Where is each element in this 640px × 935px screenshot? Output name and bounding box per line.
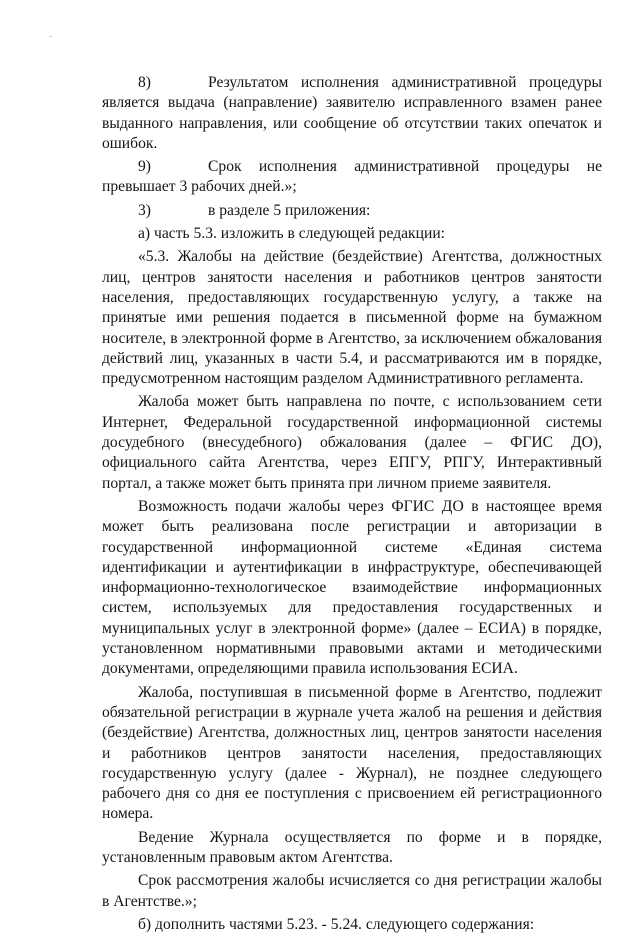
item-3-text: в разделе 5 приложения: (208, 201, 371, 219)
item-9 (102, 157, 602, 198)
item-8-text: Результатом исполнения административной процедуры является выдача (направление) заявителю исправленного взамен ранее выданного направления, или сообщение об отсутствии таких опечаток и ошибок. (102, 74, 602, 152)
item-8-number: 8) (138, 74, 151, 91)
item-9-number: 9) (138, 158, 151, 176)
item-8 (102, 73, 602, 154)
subitem-a: а) часть 5.3. изложить в следующей редакции: (138, 225, 445, 243)
document-body (102, 73, 602, 935)
item-9-text: Срок исполнения административной процедуры не превышает 3 рабочих дней.»; (102, 158, 602, 196)
paragraph-review-period: Срок рассмотрения жалобы исчисляется со дня регистрации жалобы в Агентстве.»; (102, 872, 602, 910)
paragraph-registration: Жалоба, поступившая в письменной форме в Агентство, подлежит обязательной регистрации в журнале учета жалоб на решения и действия (бездействие) Агентства, должностных лиц, центров занятости населения и работников центров занятости населения, предоставляющих государственную услугу (далее - Журнал), не позднее следующего рабочего дня со дня ее поступления с присвоением ей регистрационного номера. (102, 683, 602, 823)
subitem-b: б) дополнить частями 5.23. - 5.24. следующего содержания: (138, 915, 535, 933)
paragraph-journal: Ведение Журнала осуществляется по форме и в порядке, установленным правовым актом Агентства. (102, 828, 602, 866)
item-3-number: 3) (138, 201, 151, 219)
scan-speck (49, 36, 52, 37)
paragraph-complaint-channels: Жалоба может быть направлена по почте, с использованием сети Интернет, Федеральной государственной информационной системы досудебного (внесудебного) обжалования (далее – ФГИС ДО), официального сайта Агентства, через ЕПГУ, РПГУ, Интерактивный портал, а также может быть принята при личном приеме заявителя. (102, 393, 602, 492)
paragraph-5-3: «5.3. Жалобы на действие (бездействие) Агентства, должностных лиц, центров занятости населения и работников центров занятости населения, предоставляющих государственную услугу, а также на принятые ими решения подается в письменной форме на бумажном носителе, в электронной форме в Агентство, за исключением обжалования действий лиц, указанных в части 5.4, и рассматриваются им в порядке, предусмотренном настоящим разделом Административного регламента. (102, 248, 602, 388)
paragraph-fgis-do: Возможность подачи жалобы через ФГИС ДО в настоящее время может быть реализована после регистрации и авторизации в государственной информационной системе «Единая система идентификации и аутентификации в инфраструктуре, обеспечивающей информационно-технологическое взаимодействие информационных систем, используемых для предоставления государственных и муниципальных услуг в электронной форме» (далее – ЕСИА) в порядке, установленном нормативными правовыми актами и методическими документами, определяющими правила использования ЕСИА. (102, 497, 602, 678)
item-3 (102, 201, 602, 221)
